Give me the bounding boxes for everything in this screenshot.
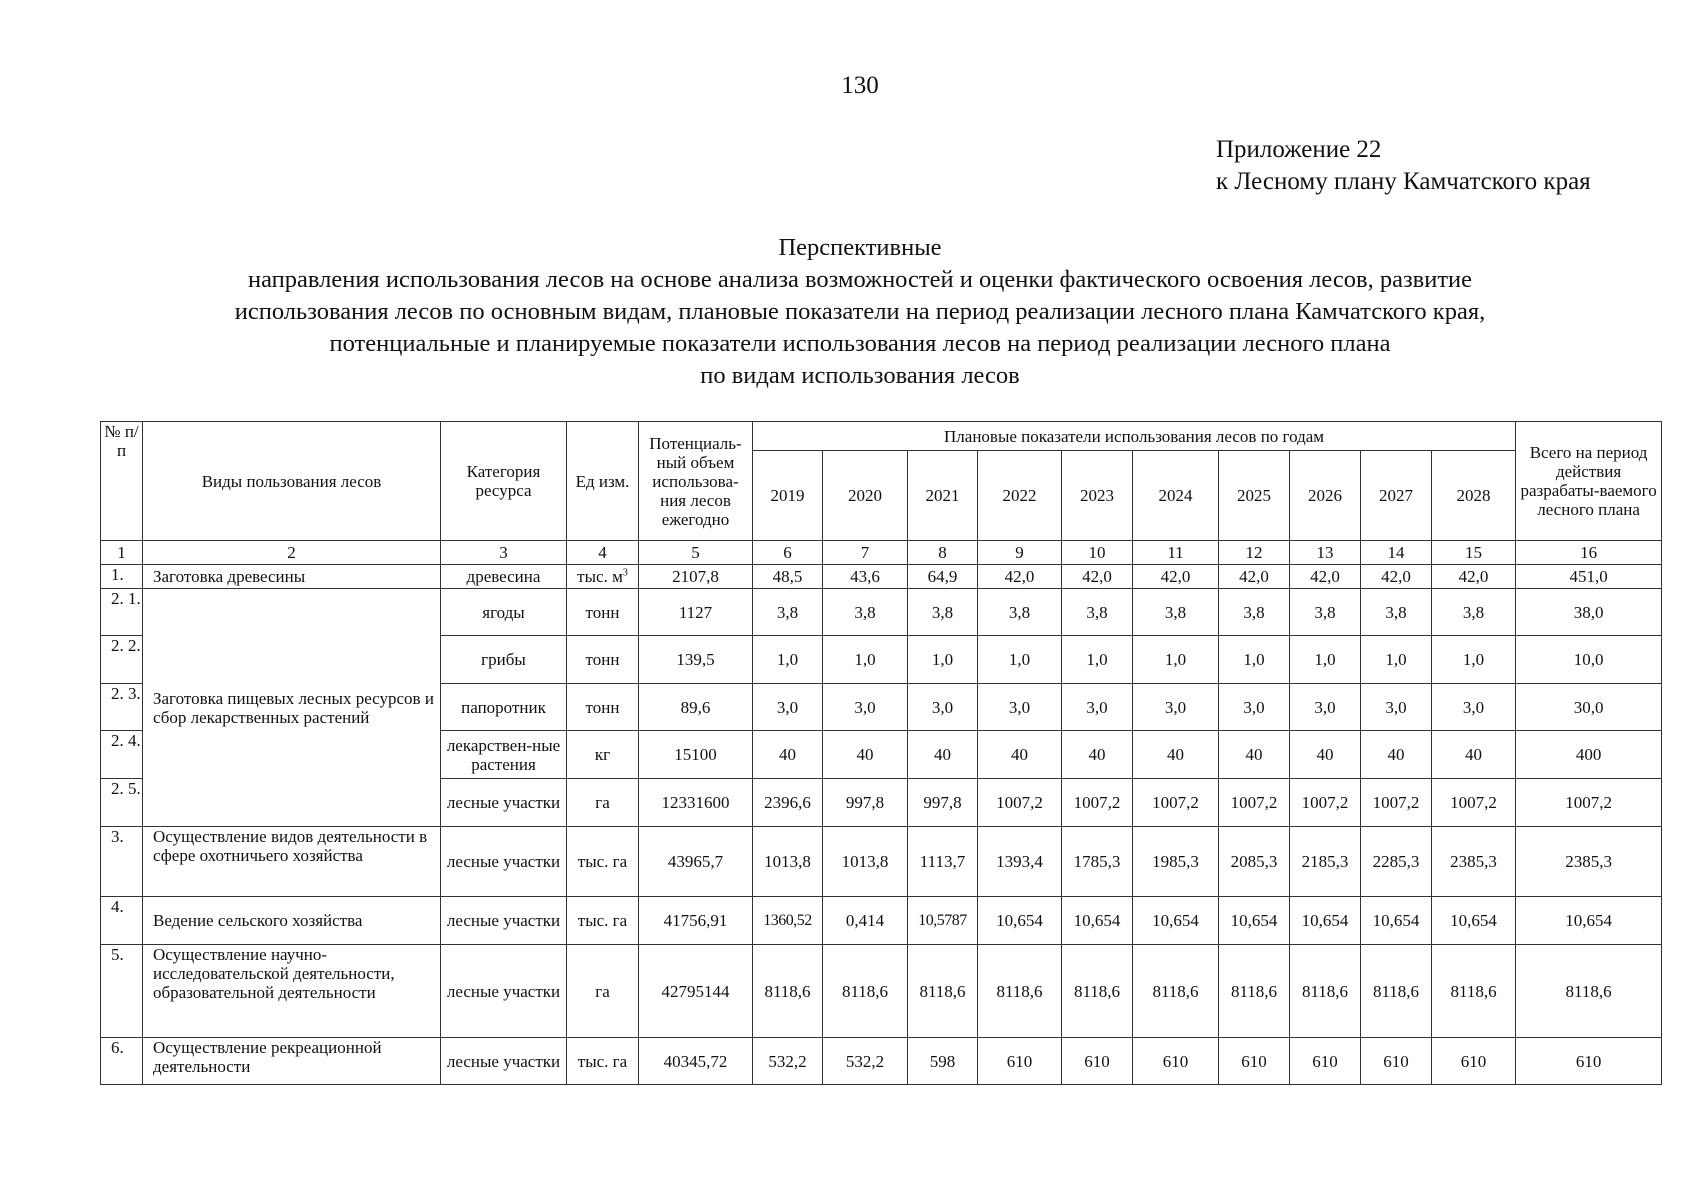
row-total: 30,0 bbox=[1516, 684, 1662, 731]
row-year-value: 3,8 bbox=[1361, 589, 1432, 636]
row-year-value: 1007,2 bbox=[1133, 779, 1219, 827]
row-unit bbox=[567, 779, 639, 827]
row-year-value: 1007,2 bbox=[1062, 779, 1133, 827]
row-year-value: 8118,6 bbox=[1432, 945, 1516, 1038]
row-year-value: 1,0 bbox=[908, 636, 978, 684]
row-year-value: 43,6 bbox=[823, 565, 908, 589]
header-type: Виды пользования лесов bbox=[143, 422, 441, 541]
row-year-value: 1113,7 bbox=[908, 827, 978, 897]
header-year: 2025 bbox=[1219, 451, 1290, 541]
header-planned-group: Плановые показатели использования лесов по годам bbox=[753, 422, 1516, 451]
row-year-value: 1393,4 bbox=[978, 827, 1062, 897]
header-year: 2027 bbox=[1361, 451, 1432, 541]
row-unit bbox=[567, 731, 639, 779]
row-potential: 1127 bbox=[639, 589, 753, 636]
table-row bbox=[101, 945, 1662, 1038]
column-numbers-row bbox=[101, 541, 1662, 565]
row-unit-text: тыс. га bbox=[577, 852, 628, 871]
row-year-value: 3,8 bbox=[823, 589, 908, 636]
page-number: 130 bbox=[841, 72, 879, 99]
table-row bbox=[101, 827, 1662, 897]
title-line-1: Перспективные bbox=[778, 234, 942, 261]
title-line-2: направления использования лесов на основе анализа возможностей и оценки фактического освоения лесов, развитие bbox=[247, 266, 1473, 293]
row-year-value: 40 bbox=[753, 731, 823, 779]
row-year-value: 610 bbox=[978, 1038, 1062, 1085]
forest-use-plan-table bbox=[100, 421, 1662, 1085]
row-unit-text: тонн bbox=[585, 697, 620, 717]
row-year-value: 40 bbox=[1432, 731, 1516, 779]
header-unit: Ед изм. bbox=[567, 422, 639, 541]
row-total: 1007,2 bbox=[1516, 779, 1662, 827]
row-unit bbox=[567, 565, 639, 589]
row-unit-text: тонн bbox=[585, 602, 620, 622]
row-year-value: 1,0 bbox=[1219, 636, 1290, 684]
row-year-value: 610 bbox=[1361, 1038, 1432, 1085]
row-year-value: 42,0 bbox=[978, 565, 1062, 589]
row-unit-text: тыс. м bbox=[577, 567, 623, 586]
row-number: 2. 2. bbox=[101, 636, 143, 684]
row-year-value: 40 bbox=[908, 731, 978, 779]
row-category: лесные участки bbox=[441, 827, 567, 897]
row-year-value: 3,0 bbox=[1062, 684, 1133, 731]
row-year-value: 1,0 bbox=[1290, 636, 1361, 684]
row-year-value: 3,8 bbox=[1062, 589, 1133, 636]
row-year-value: 8118,6 bbox=[823, 945, 908, 1038]
header-year: 2022 bbox=[978, 451, 1062, 541]
row-year-value: 610 bbox=[1432, 1038, 1516, 1085]
row-year-value: 40 bbox=[978, 731, 1062, 779]
row-total: 400 bbox=[1516, 731, 1662, 779]
column-number: 13 bbox=[1290, 541, 1361, 565]
row-year-value: 3,0 bbox=[908, 684, 978, 731]
column-number: 2 bbox=[143, 541, 441, 565]
appendix-reference bbox=[1216, 134, 1591, 198]
row-type: Осуществление научно-исследовательской деятельности, образовательной деятельности bbox=[143, 945, 441, 1038]
row-unit-text: га bbox=[595, 793, 610, 812]
column-number: 7 bbox=[823, 541, 908, 565]
row-category: лекарствен-ные растения bbox=[441, 731, 567, 779]
row-unit-text: кг bbox=[594, 745, 611, 764]
row-year-value: 8118,6 bbox=[1133, 945, 1219, 1038]
table-row bbox=[101, 589, 1662, 636]
row-year-value: 2185,3 bbox=[1290, 827, 1361, 897]
title-line-3: использования лесов по основным видам, плановые показатели на период реализации лесного плана Камчатского края, bbox=[234, 298, 1486, 325]
row-year-value: 1,0 bbox=[1133, 636, 1219, 684]
row-year-value: 3,8 bbox=[753, 589, 823, 636]
row-year-value: 1,0 bbox=[753, 636, 823, 684]
row-category: грибы bbox=[441, 636, 567, 684]
row-year-value: 1785,3 bbox=[1062, 827, 1133, 897]
row-year-value: 3,0 bbox=[1361, 684, 1432, 731]
column-number: 14 bbox=[1361, 541, 1432, 565]
table-row bbox=[101, 565, 1662, 589]
row-year-value: 1,0 bbox=[1361, 636, 1432, 684]
row-year-value: 3,8 bbox=[1133, 589, 1219, 636]
row-year-value: 1013,8 bbox=[753, 827, 823, 897]
row-year-value: 10,654 bbox=[1133, 897, 1219, 945]
row-category: древесина bbox=[441, 565, 567, 589]
row-category: ягоды bbox=[441, 589, 567, 636]
row-year-value: 48,5 bbox=[753, 565, 823, 589]
row-year-value: 598 bbox=[908, 1038, 978, 1085]
row-year-value: 40 bbox=[1361, 731, 1432, 779]
row-year-value: 42,0 bbox=[1290, 565, 1361, 589]
row-year-value: 1,0 bbox=[1432, 636, 1516, 684]
row-category: папоротник bbox=[441, 684, 567, 731]
row-potential: 42795144 bbox=[639, 945, 753, 1038]
column-number: 8 bbox=[908, 541, 978, 565]
title-line-4: потенциальные и планируемые показатели использования лесов на период реализации лесного плана bbox=[329, 330, 1391, 357]
column-number: 6 bbox=[753, 541, 823, 565]
row-year-value: 2285,3 bbox=[1361, 827, 1432, 897]
row-year-value: 40 bbox=[823, 731, 908, 779]
row-year-value: 1007,2 bbox=[1290, 779, 1361, 827]
row-year-value: 610 bbox=[1290, 1038, 1361, 1085]
column-number: 12 bbox=[1219, 541, 1290, 565]
row-year-value: 8118,6 bbox=[908, 945, 978, 1038]
row-unit-text: тонн bbox=[585, 650, 620, 669]
header-year: 2028 bbox=[1432, 451, 1516, 541]
header-year: 2019 bbox=[753, 451, 823, 541]
header-year: 2021 bbox=[908, 451, 978, 541]
row-type: Заготовка древесины bbox=[143, 565, 441, 589]
document-title bbox=[40, 232, 1680, 392]
row-total: 610 bbox=[1516, 1038, 1662, 1085]
row-year-value: 1007,2 bbox=[1432, 779, 1516, 827]
row-year-value: 42,0 bbox=[1062, 565, 1133, 589]
column-number: 9 bbox=[978, 541, 1062, 565]
row-year-value: 3,8 bbox=[1432, 589, 1516, 636]
row-year-value: 1007,2 bbox=[1361, 779, 1432, 827]
row-year-value: 997,8 bbox=[823, 779, 908, 827]
row-category: лесные участки bbox=[441, 897, 567, 945]
column-number: 3 bbox=[441, 541, 567, 565]
row-year-value: 42,0 bbox=[1361, 565, 1432, 589]
row-type: Заготовка пищевых лесных ресурсов и сбор лекарственных растений bbox=[143, 589, 441, 827]
row-year-value: 3,8 bbox=[1219, 589, 1290, 636]
row-potential: 15100 bbox=[639, 731, 753, 779]
row-total: 451,0 bbox=[1516, 565, 1662, 589]
header-num: № п/ п bbox=[101, 422, 143, 541]
row-number: 4. bbox=[101, 897, 143, 945]
header-category: Категория ресурса bbox=[441, 422, 567, 541]
row-number: 2. 4. bbox=[101, 731, 143, 779]
row-number: 2. 5. bbox=[101, 779, 143, 827]
row-year-value: 3,0 bbox=[823, 684, 908, 731]
row-total: 10,0 bbox=[1516, 636, 1662, 684]
row-year-value: 532,2 bbox=[753, 1038, 823, 1085]
row-year-value: 1,0 bbox=[823, 636, 908, 684]
row-year-value: 1360,52 bbox=[753, 897, 823, 945]
header-year: 2020 bbox=[823, 451, 908, 541]
row-year-value: 8118,6 bbox=[1290, 945, 1361, 1038]
row-unit bbox=[567, 897, 639, 945]
column-number: 10 bbox=[1062, 541, 1133, 565]
row-year-value: 3,0 bbox=[1133, 684, 1219, 731]
column-number: 15 bbox=[1432, 541, 1516, 565]
appendix-line-1: Приложение 22 bbox=[1216, 136, 1382, 163]
table-row bbox=[101, 1038, 1662, 1085]
row-year-value: 8118,6 bbox=[1062, 945, 1133, 1038]
row-year-value: 3,0 bbox=[1432, 684, 1516, 731]
row-unit bbox=[567, 827, 639, 897]
row-year-value: 3,8 bbox=[1290, 589, 1361, 636]
row-year-value: 64,9 bbox=[908, 565, 978, 589]
row-category: лесные участки bbox=[441, 1038, 567, 1085]
row-potential: 2107,8 bbox=[639, 565, 753, 589]
row-potential: 41756,91 bbox=[639, 897, 753, 945]
row-year-value: 40 bbox=[1133, 731, 1219, 779]
row-type: Ведение сельского хозяйства bbox=[143, 897, 441, 945]
row-year-value: 1007,2 bbox=[1219, 779, 1290, 827]
row-year-value: 3,8 bbox=[978, 589, 1062, 636]
row-year-value: 3,8 bbox=[908, 589, 978, 636]
row-year-value: 1,0 bbox=[1062, 636, 1133, 684]
header-total: Всего на период действия разрабаты-ваемого лесного плана bbox=[1516, 422, 1662, 541]
row-year-value: 42,0 bbox=[1219, 565, 1290, 589]
row-year-value: 42,0 bbox=[1432, 565, 1516, 589]
row-number: 1. bbox=[101, 565, 143, 589]
row-year-value: 10,654 bbox=[1432, 897, 1516, 945]
row-year-value: 610 bbox=[1219, 1038, 1290, 1085]
row-year-value: 997,8 bbox=[908, 779, 978, 827]
row-potential: 12331600 bbox=[639, 779, 753, 827]
row-number: 2. 1. bbox=[101, 589, 143, 636]
column-number: 4 bbox=[567, 541, 639, 565]
column-number: 16 bbox=[1516, 541, 1662, 565]
row-unit-text: тыс. га bbox=[577, 1051, 628, 1071]
row-number: 5. bbox=[101, 945, 143, 1038]
row-year-value: 8118,6 bbox=[1361, 945, 1432, 1038]
row-year-value: 40 bbox=[1062, 731, 1133, 779]
row-potential: 43965,7 bbox=[639, 827, 753, 897]
row-year-value: 610 bbox=[1133, 1038, 1219, 1085]
row-year-value: 10,5787 bbox=[908, 897, 978, 945]
row-year-value: 1013,8 bbox=[823, 827, 908, 897]
row-year-value: 610 bbox=[1062, 1038, 1133, 1085]
row-category: лесные участки bbox=[441, 779, 567, 827]
row-year-value: 1,0 bbox=[978, 636, 1062, 684]
header-year: 2023 bbox=[1062, 451, 1133, 541]
row-year-value: 8118,6 bbox=[753, 945, 823, 1038]
row-year-value: 8118,6 bbox=[978, 945, 1062, 1038]
header-year: 2024 bbox=[1133, 451, 1219, 541]
row-unit bbox=[567, 636, 639, 684]
row-potential: 139,5 bbox=[639, 636, 753, 684]
row-year-value: 3,0 bbox=[1219, 684, 1290, 731]
row-year-value: 3,0 bbox=[1290, 684, 1361, 731]
column-number: 5 bbox=[639, 541, 753, 565]
table-row bbox=[101, 897, 1662, 945]
row-year-value: 3,0 bbox=[753, 684, 823, 731]
row-unit bbox=[567, 684, 639, 731]
row-year-value: 1007,2 bbox=[978, 779, 1062, 827]
row-unit-superscript: 3 bbox=[622, 567, 628, 579]
row-year-value: 0,414 bbox=[823, 897, 908, 945]
row-year-value: 40 bbox=[1290, 731, 1361, 779]
row-year-value: 10,654 bbox=[978, 897, 1062, 945]
row-year-value: 3,0 bbox=[978, 684, 1062, 731]
row-total: 38,0 bbox=[1516, 589, 1662, 636]
row-number: 6. bbox=[101, 1038, 143, 1085]
header-potential: Потенциаль-ный объем использова-ния лесов ежегодно bbox=[639, 422, 753, 541]
row-year-value: 8118,6 bbox=[1219, 945, 1290, 1038]
title-line-5: по видам использования лесов bbox=[700, 362, 1020, 389]
header-row bbox=[101, 422, 1662, 451]
row-year-value: 10,654 bbox=[1290, 897, 1361, 945]
row-category: лесные участки bbox=[441, 945, 567, 1038]
row-year-value: 10,654 bbox=[1361, 897, 1432, 945]
row-year-value: 2385,3 bbox=[1432, 827, 1516, 897]
row-potential: 40345,72 bbox=[639, 1038, 753, 1085]
row-year-value: 1985,3 bbox=[1133, 827, 1219, 897]
row-unit-text: тыс. га bbox=[577, 911, 628, 930]
header-year: 2026 bbox=[1290, 451, 1361, 541]
row-unit bbox=[567, 589, 639, 636]
row-unit-text: га bbox=[595, 981, 610, 1001]
row-year-value: 532,2 bbox=[823, 1038, 908, 1085]
row-year-value: 2396,6 bbox=[753, 779, 823, 827]
row-total: 2385,3 bbox=[1516, 827, 1662, 897]
row-type: Осуществление рекреационной деятельности bbox=[143, 1038, 441, 1085]
row-number: 2. 3. bbox=[101, 684, 143, 731]
row-year-value: 42,0 bbox=[1133, 565, 1219, 589]
row-potential: 89,6 bbox=[639, 684, 753, 731]
column-number: 11 bbox=[1133, 541, 1219, 565]
row-unit bbox=[567, 945, 639, 1038]
column-number: 1 bbox=[101, 541, 143, 565]
row-unit bbox=[567, 1038, 639, 1085]
row-type: Осуществление видов деятельности в сфере охотничьего хозяйства bbox=[143, 827, 441, 897]
appendix-line-2: к Лесному плану Камчатского края bbox=[1216, 168, 1591, 195]
row-total: 8118,6 bbox=[1516, 945, 1662, 1038]
row-year-value: 10,654 bbox=[1219, 897, 1290, 945]
row-year-value: 10,654 bbox=[1062, 897, 1133, 945]
row-number: 3. bbox=[101, 827, 143, 897]
row-total: 10,654 bbox=[1516, 897, 1662, 945]
row-year-value: 40 bbox=[1219, 731, 1290, 779]
row-year-value: 2085,3 bbox=[1219, 827, 1290, 897]
